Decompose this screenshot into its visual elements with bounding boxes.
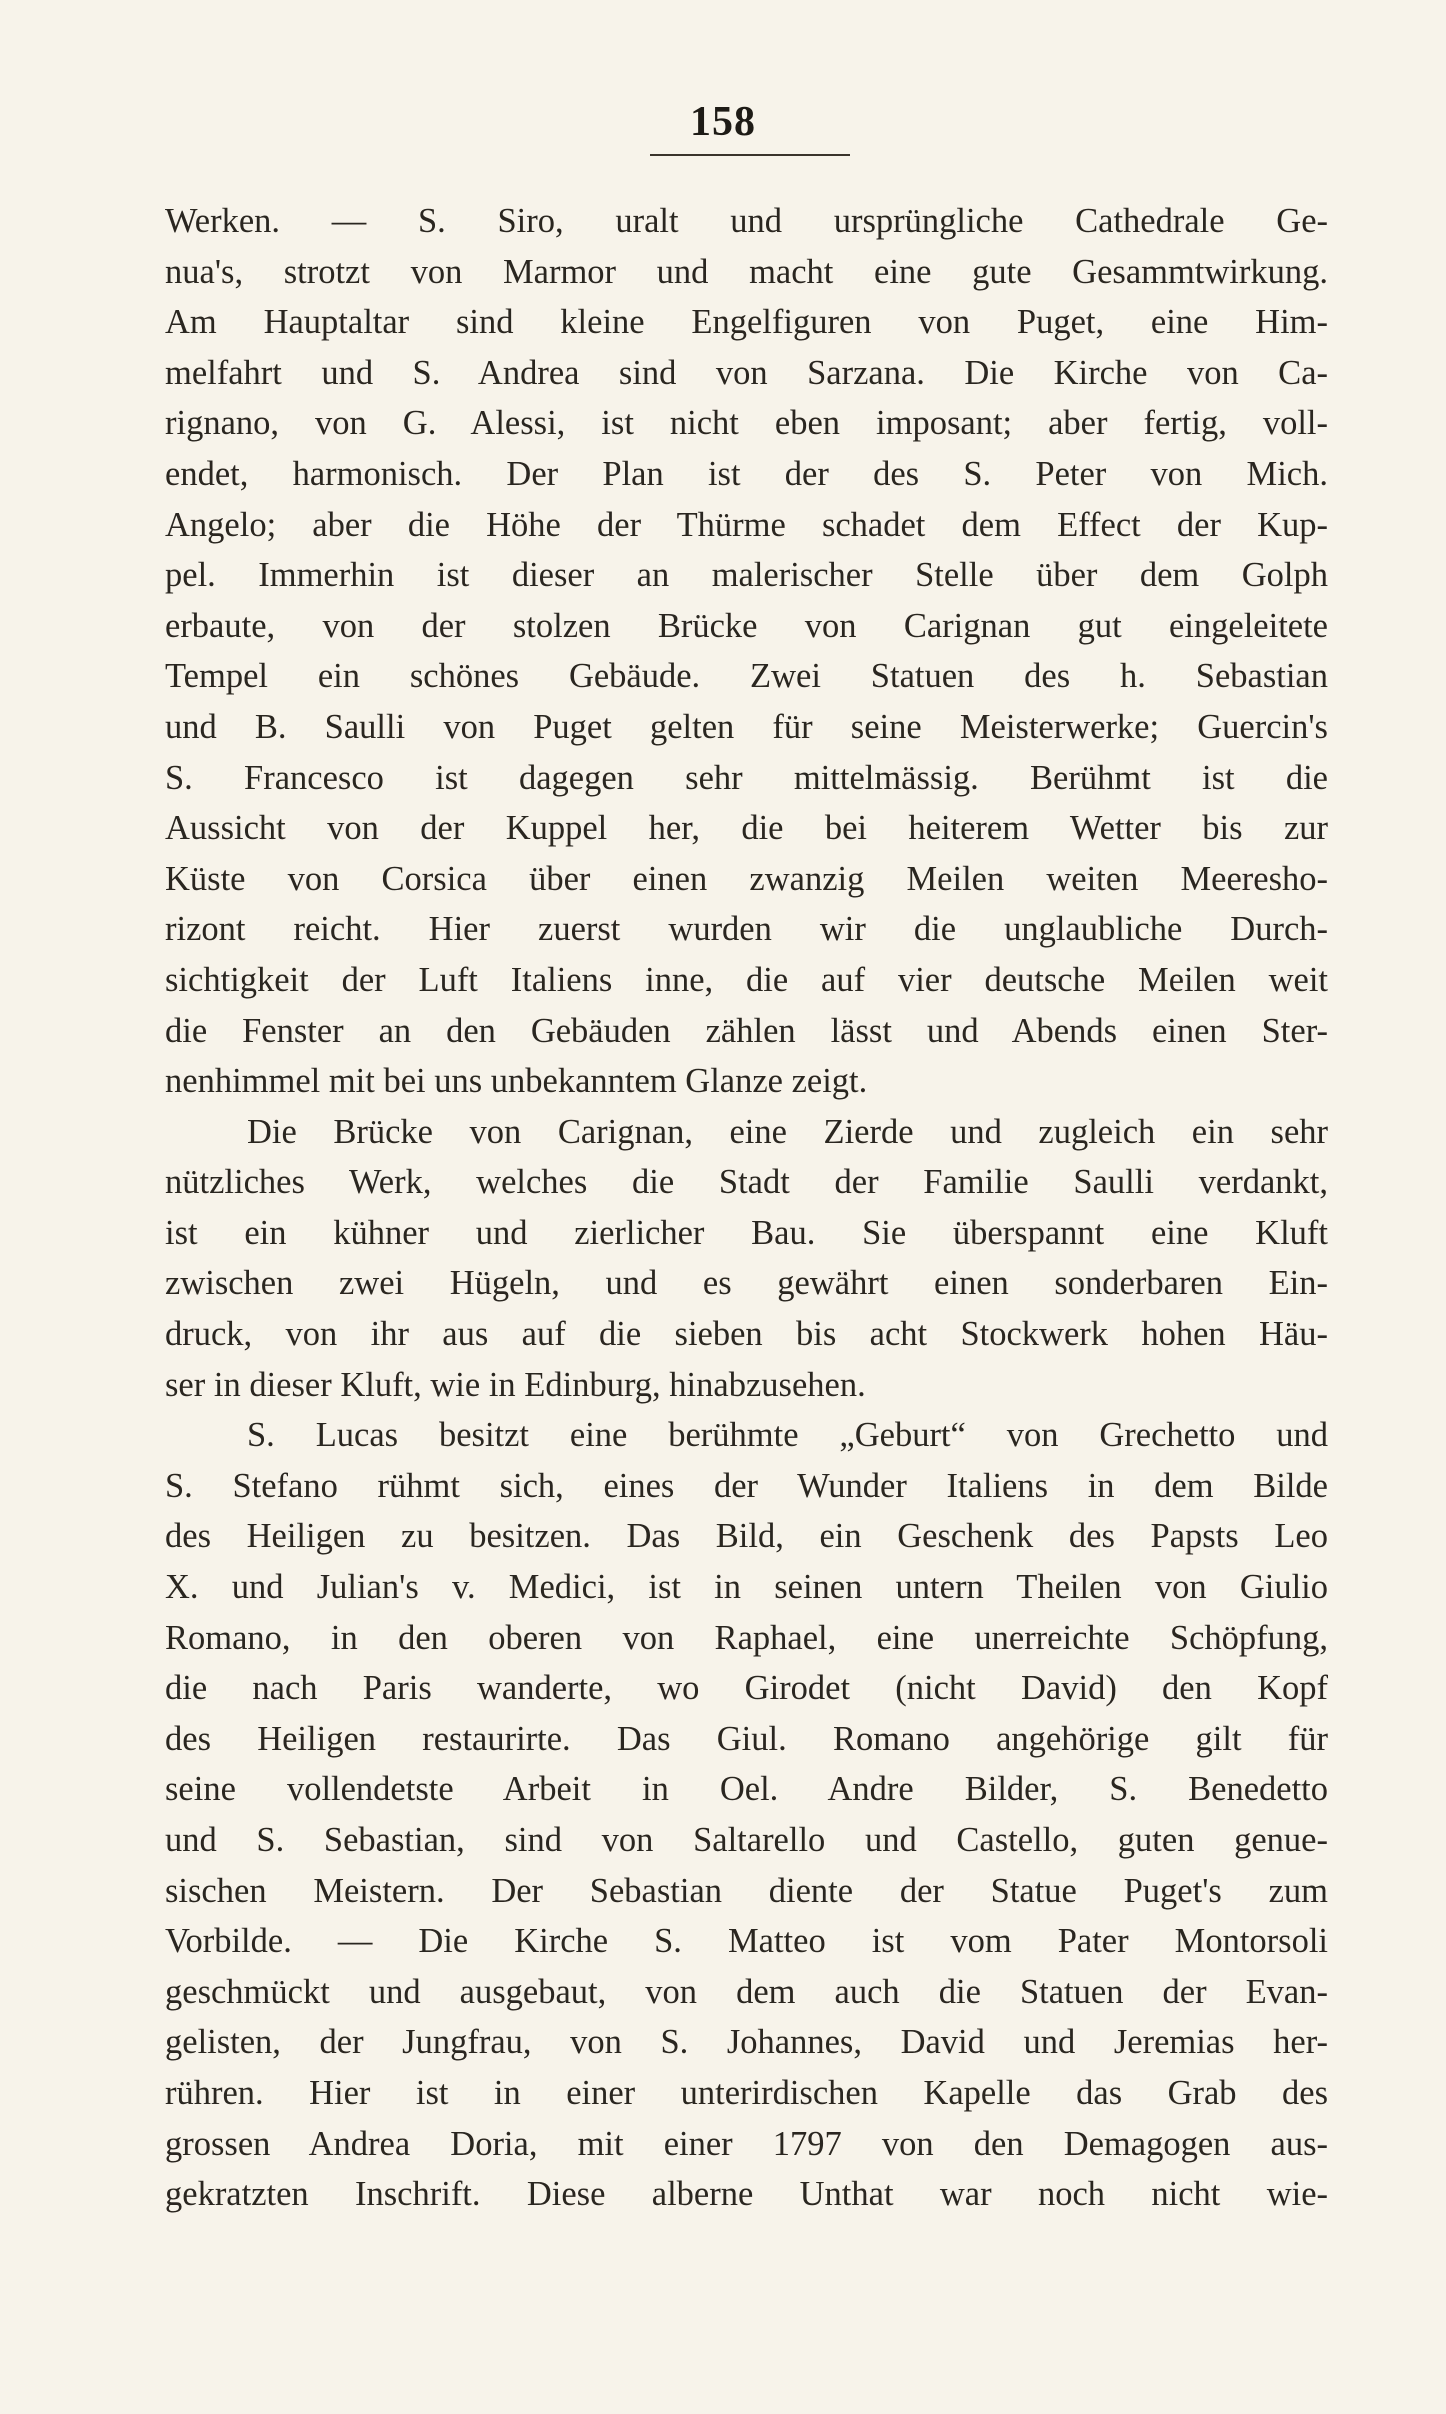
text-line: grossen Andrea Doria, mit einer 1797 von den Demagogen aus- xyxy=(165,2124,1328,2163)
text-line: geschmückt und ausgebaut, von dem auch die Statuen der Evan- xyxy=(165,1972,1328,2011)
text-line: ser in dieser Kluft, wie in Edinburg, hinabzusehen. xyxy=(165,1365,866,1404)
text-line: S. Stefano rühmt sich, eines der Wunder Italiens in dem Bilde xyxy=(165,1466,1328,1505)
text-line: melfahrt und S. Andrea sind von Sarzana. Die Kirche von Ca- xyxy=(165,353,1328,392)
text-line: Werken. — S. Siro, uralt und ursprüngliche Cathedrale Ge- xyxy=(165,202,1328,240)
text-line: rignano, von G. Alessi, ist nicht eben imposant; aber fertig, voll- xyxy=(165,404,1328,443)
text-line: Aussicht von der Kuppel her, die bei heiterem Wetter bis zur xyxy=(165,809,1328,848)
paragraph xyxy=(165,1410,1328,2220)
text-line: S. Francesco ist dagegen sehr mittelmässig. Berühmt ist die xyxy=(165,758,1328,797)
text-line: des Heiligen restaurirte. Das Giul. Romano angehörige gilt für xyxy=(165,1719,1328,1758)
text-line: Am Hauptaltar sind kleine Engelfiguren von Puget, eine Him- xyxy=(165,303,1328,342)
text-line: rizont reicht. Hier zuerst wurden wir die unglaubliche Durch- xyxy=(165,910,1328,949)
text-line: S. Lucas besitzt eine berühmte „Geburt“ von Grechetto und xyxy=(247,1416,1328,1455)
text-line: endet, harmonisch. Der Plan ist der des S. Peter von Mich. xyxy=(165,454,1328,493)
text-line: Die Brücke von Carignan, eine Zierde und zugleich ein sehr xyxy=(247,1112,1328,1151)
text-line: die nach Paris wanderte, wo Girodet (nicht David) den Kopf xyxy=(165,1669,1328,1708)
header-rule xyxy=(650,154,850,156)
text-line: Romano, in den oberen von Raphael, eine unerreichte Schöpfung, xyxy=(165,1618,1328,1657)
text-line: druck, von ihr aus auf die sieben bis acht Stockwerk hohen Häu- xyxy=(165,1315,1328,1354)
text-line: die Fenster an den Gebäuden zählen lässt und Abends einen Ster- xyxy=(165,1011,1328,1050)
text-line: Angelo; aber die Höhe der Thürme schadet dem Effect der Kup- xyxy=(165,505,1328,544)
paragraph xyxy=(165,1107,1328,1411)
text-line: sichtigkeit der Luft Italiens inne, die auf vier deutsche Meilen weit xyxy=(165,960,1328,999)
text-line: nua's, strotzt von Marmor und macht eine gute Gesammtwirkung. xyxy=(165,252,1328,291)
text-line: Vorbilde. — Die Kirche S. Matteo ist vom Pater Montorsoli xyxy=(165,1922,1328,1961)
text-line: gelisten, der Jungfrau, von S. Johannes, David und Jeremias her- xyxy=(165,2023,1328,2062)
text-line: nenhimmel mit bei uns unbekanntem Glanze zeigt. xyxy=(165,1062,868,1101)
text-line: Tempel ein schönes Gebäude. Zwei Statuen des h. Sebastian xyxy=(165,657,1328,696)
page-number: 158 xyxy=(690,99,756,145)
text-line: des Heiligen zu besitzen. Das Bild, ein Geschenk des Papsts Leo xyxy=(165,1517,1328,1556)
text-line: ist ein kühner und zierlicher Bau. Sie überspannt eine Kluft xyxy=(165,1213,1328,1252)
text-line: nützliches Werk, welches die Stadt der Familie Saulli verdankt, xyxy=(165,1163,1328,1202)
body-text xyxy=(165,196,1328,2220)
text-line: zwischen zwei Hügeln, und es gewährt einen sonderbaren Ein- xyxy=(165,1264,1328,1303)
text-line: gekratzten Inschrift. Diese alberne Unthat war noch nicht wie- xyxy=(165,2175,1328,2214)
text-line: rühren. Hier ist in einer unterirdischen Kapelle das Grab des xyxy=(165,2073,1328,2112)
paragraph xyxy=(165,196,1328,1107)
text-line: seine vollendetste Arbeit in Oel. Andre Bilder, S. Benedetto xyxy=(165,1770,1328,1809)
text-line: Küste von Corsica über einen zwanzig Meilen weiten Meeresho- xyxy=(165,859,1328,898)
text-line: sischen Meistern. Der Sebastian diente der Statue Puget's zum xyxy=(165,1871,1328,1910)
text-line: pel. Immerhin ist dieser an malerischer Stelle über dem Golph xyxy=(165,556,1328,595)
text-line: und B. Saulli von Puget gelten für seine Meisterwerke; Guercin's xyxy=(165,707,1328,746)
text-line: erbaute, von der stolzen Brücke von Carignan gut eingeleitete xyxy=(165,606,1328,645)
text-line: und S. Sebastian, sind von Saltarello und Castello, guten genue- xyxy=(165,1821,1328,1859)
text-line: X. und Julian's v. Medici, ist in seinen untern Theilen von Giulio xyxy=(165,1568,1328,1607)
